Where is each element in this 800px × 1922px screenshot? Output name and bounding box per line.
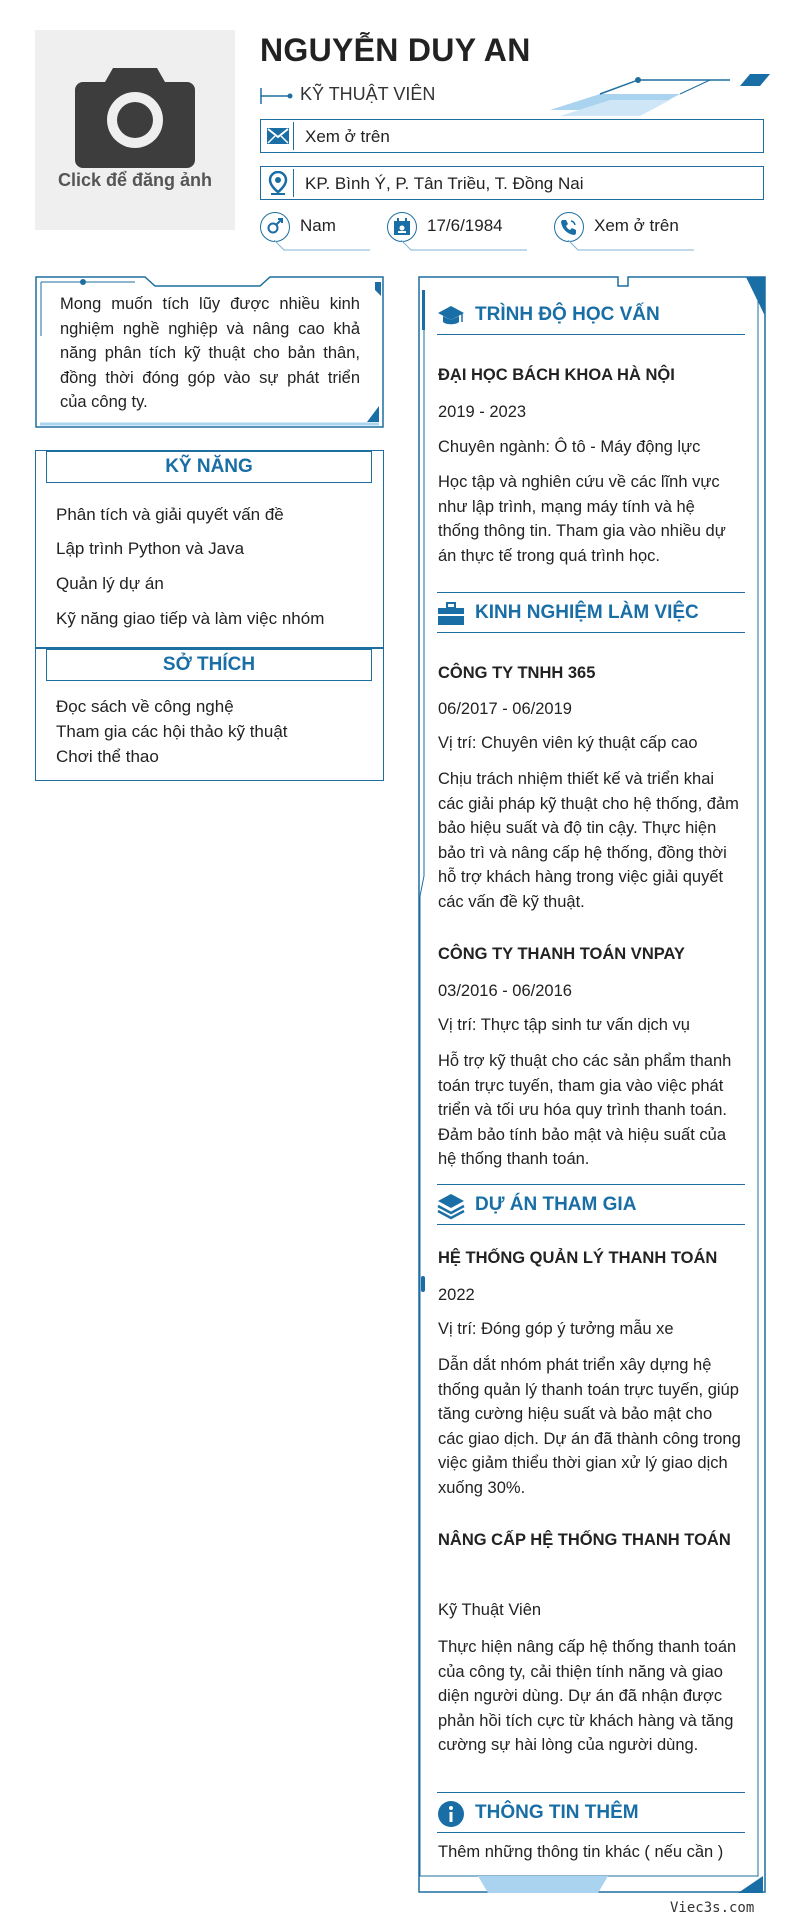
envelope-icon <box>267 128 289 144</box>
email-value: Xem ở trên <box>305 127 390 146</box>
skill-item: Phân tích và giải quyết vấn đề <box>56 505 284 524</box>
candidate-name: NGUYỄN DUY AN <box>260 32 531 68</box>
birthdate-value: 17/6/1984 <box>427 216 503 235</box>
info-icon <box>437 1800 465 1828</box>
education-header <box>437 298 745 335</box>
projects-title: DỰ ÁN THAM GIA <box>475 1194 637 1215</box>
job-position: Vị trí: Chuyên viên ký thuật cấp cao <box>438 734 698 752</box>
skill-item: Lập trình Python và Java <box>56 539 245 558</box>
briefcase-icon <box>437 600 465 628</box>
job-period: 03/2016 - 06/2016 <box>438 982 572 1000</box>
job-title-line <box>260 86 296 106</box>
company-name: CÔNG TY TNHH 365 <box>438 664 596 682</box>
camera-icon <box>75 60 195 170</box>
hobbies-title: SỞ THÍCH <box>46 649 372 681</box>
gender-icon <box>266 218 284 236</box>
projects-header <box>437 1188 745 1225</box>
project-position: Kỹ Thuật Viên <box>438 1601 542 1619</box>
education-description: Học tập và nghiên cứu về các lĩnh vực như lập trình, mạng máy tính và hệ thống thông tin. Tham gia vào nhiều dự án thực tế trong quá trình học. <box>438 473 726 565</box>
career-objective-box <box>35 276 384 428</box>
job-position: Vị trí: Thực tập sinh tư vấn dịch vụ <box>438 1016 690 1034</box>
skill-item: Kỹ năng giao tiếp và làm việc nhóm <box>56 609 325 628</box>
gender-value: Nam <box>300 216 336 235</box>
address-value: KP. Bình Ý, P. Tân Triều, T. Đồng Nai <box>305 174 584 193</box>
additional-info-header <box>437 1796 745 1833</box>
email-field[interactable] <box>260 119 764 153</box>
additional-info-title: THÔNG TIN THÊM <box>475 1802 639 1823</box>
project-description: Thực hiện nâng cấp hệ thống thanh toán của công ty, cải thiện tính năng và giao diện người dùng. Dự án đã nhận được phản hồi tích cực từ khách hàng và tăng cường sự hài lòng của người dùng. <box>438 1638 737 1754</box>
career-objective-text: Mong muốn tích lũy được nhiều kinh nghiệm nghề nghiệp và nâng cao khả năng phân tích kỹ thuật cho bản thân, đồng thời đóng góp vào sự phát triển của công ty. <box>60 295 360 411</box>
school-name: ĐẠI HỌC BÁCH KHOA HÀ NỘI <box>438 366 675 384</box>
project-description: Dẫn dắt nhóm phát triển xây dựng hệ thống quản lý thanh toán trực tuyến, giúp tăng cường hiệu suất và bảo mật cho các giao dịch. Dự án đã thành công trong việc giảm thiểu thời gian xử lý giao dịch xuống 30%. <box>438 1356 741 1497</box>
education-period: 2019 - 2023 <box>438 403 527 421</box>
skills-box <box>35 450 384 648</box>
footer-watermark: Viec3s.com <box>670 1900 755 1916</box>
job-description: Hỗ trợ kỹ thuật cho các sản phẩm thanh toán trực tuyến, tham gia vào việc phát triển và tối ưu hóa quy trình thanh toán. Đảm bảo tính bảo mật và hiệu suất của hệ thống thanh toán. <box>438 1052 732 1168</box>
graduation-cap-icon <box>437 302 465 330</box>
education-title: TRÌNH ĐỘ HỌC VẤN <box>475 304 660 325</box>
project-name: HỆ THỐNG QUẢN LÝ THANH TOÁN <box>438 1249 718 1267</box>
hobby-item: Tham gia các hội thảo kỹ thuật <box>56 722 288 741</box>
experience-title: KINH NGHIỆM LÀM VIỆC <box>475 602 699 623</box>
company-name: CÔNG TY THANH TOÁN VNPAY <box>438 945 685 963</box>
project-position: Vị trí: Đóng góp ý tưởng mẫu xe <box>438 1320 674 1338</box>
project-name: NÂNG CẤP HỆ THỐNG THANH TOÁN <box>438 1531 731 1549</box>
job-title: KỸ THUẬT VIÊN <box>300 84 436 104</box>
education-major: Chuyên ngành: Ô tô - Máy động lực <box>438 438 701 456</box>
additional-info-text: Thêm những thông tin khác ( nếu cần ) <box>438 1843 724 1861</box>
experience-header <box>437 596 745 633</box>
layers-icon <box>437 1192 465 1220</box>
hobby-item: Đọc sách về công nghệ <box>56 697 234 716</box>
photo-caption: Click để đăng ảnh <box>57 170 213 190</box>
location-pin-icon <box>268 171 288 195</box>
job-period: 06/2017 - 06/2019 <box>438 700 572 718</box>
phone-icon <box>560 218 578 236</box>
photo-placeholder[interactable] <box>35 30 235 230</box>
phone-value: Xem ở trên <box>594 216 679 235</box>
calendar-icon <box>393 218 411 236</box>
project-year: 2022 <box>438 1286 475 1304</box>
skills-title: KỸ NĂNG <box>46 451 372 483</box>
skill-item: Quản lý dự án <box>56 574 164 593</box>
hobby-item: Chơi thể thao <box>56 747 159 766</box>
job-description: Chịu trách nhiệm thiết kế và triển khai các giải pháp kỹ thuật cho hệ thống, đảm bảo hiệu suất và độ tin cậy. Thực hiện bảo trì và nâng cấp hệ thống, đồng thời hỗ trợ khách hàng trong việc giải quyết các vấn đề kỹ thuật. <box>438 770 739 911</box>
hobbies-box <box>35 648 384 781</box>
header-decoration <box>540 72 770 120</box>
address-field[interactable] <box>260 166 764 200</box>
